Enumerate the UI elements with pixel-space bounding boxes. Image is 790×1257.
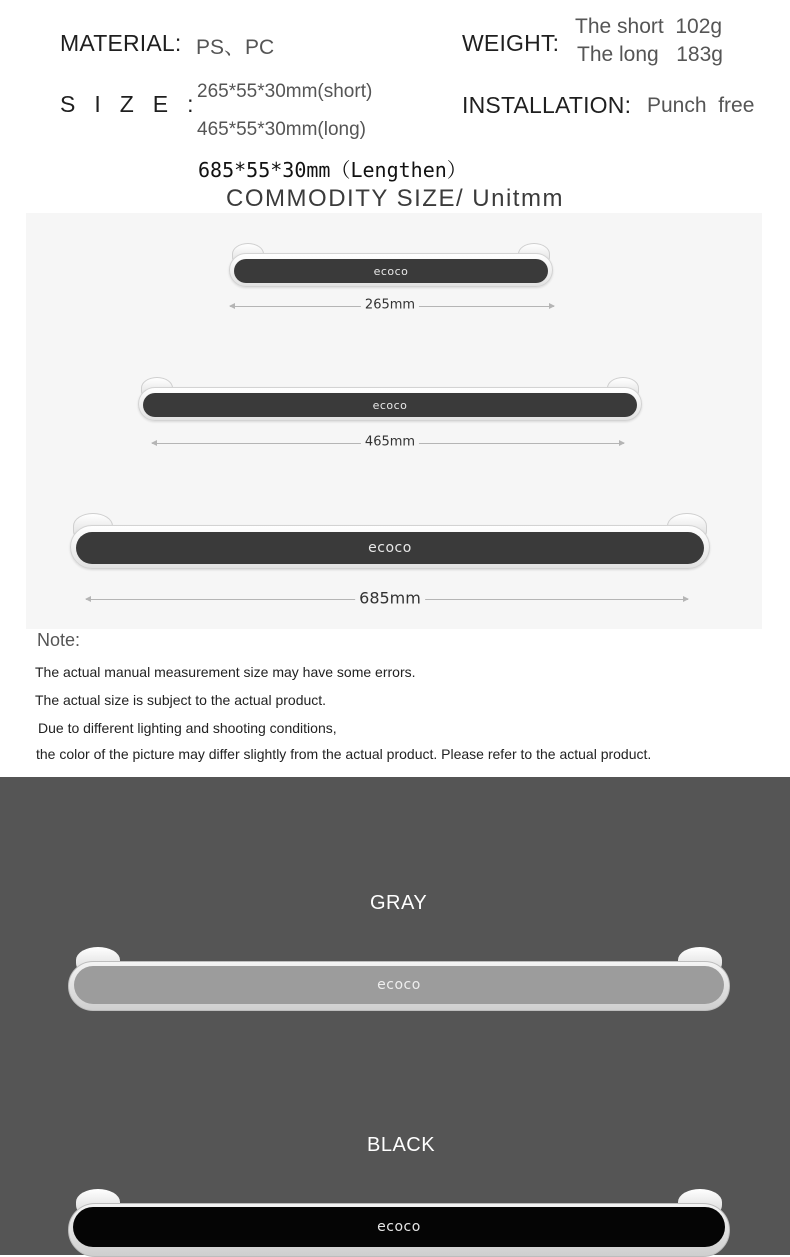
dimension-label-short: 265mm xyxy=(361,298,419,313)
ecoco-logo: ecoco xyxy=(377,1219,421,1235)
color-label-black: BLACK xyxy=(367,1134,436,1156)
size-label: SIZE: xyxy=(60,91,213,117)
material-label: MATERIAL: xyxy=(60,30,182,56)
note-title: Note: xyxy=(37,630,81,650)
rack-gray-image xyxy=(68,947,730,1011)
color-options-section xyxy=(0,777,790,1255)
ecoco-logo: ecoco xyxy=(377,977,421,993)
ecoco-logo: ecoco xyxy=(372,398,408,412)
note-line: The actual manual measurement size may have some errors. xyxy=(35,664,416,680)
note-line: Due to different lighting and shooting conditions, xyxy=(38,720,337,736)
rack-black-image xyxy=(68,1189,730,1255)
ecoco-logo: ecoco xyxy=(373,264,409,278)
commodity-size-heading: COMMODITY SIZE/ Unitmm xyxy=(226,185,564,212)
dimension-label-long: 465mm xyxy=(361,435,419,450)
installation-label: INSTALLATION: xyxy=(462,92,632,118)
size-long-value: 465*55*30mm(long) xyxy=(197,119,366,140)
weight-label: WEIGHT: xyxy=(462,30,560,56)
material-value: PS、PC xyxy=(196,36,275,59)
size-short-value: 265*55*30mm(short) xyxy=(197,81,373,102)
installation-value: Punch free xyxy=(647,94,755,117)
rack-long-image xyxy=(138,377,642,421)
rack-lengthen-image xyxy=(70,513,710,569)
rack-strip-black xyxy=(73,1207,725,1247)
weight-short-value: The short 102g xyxy=(575,15,723,38)
ecoco-logo: ecoco xyxy=(368,540,412,556)
dimension-label-lengthen: 685mm xyxy=(355,589,425,608)
rack-short-image xyxy=(229,243,553,287)
rack-strip-gray xyxy=(74,966,724,1004)
weight-long-value: The long 183g xyxy=(577,43,723,66)
rack-strip xyxy=(143,393,637,417)
product-size-panel xyxy=(26,213,762,629)
rack-strip xyxy=(76,532,704,564)
size-lengthen-value: 685*55*30mm（Lengthen） xyxy=(198,158,467,182)
note-line: the color of the picture may differ slightly from the actual product. Please refer to the actual product. xyxy=(36,746,652,762)
color-label-gray: GRAY xyxy=(370,892,428,914)
rack-strip xyxy=(234,259,548,283)
note-line: The actual size is subject to the actual product. xyxy=(35,692,327,708)
